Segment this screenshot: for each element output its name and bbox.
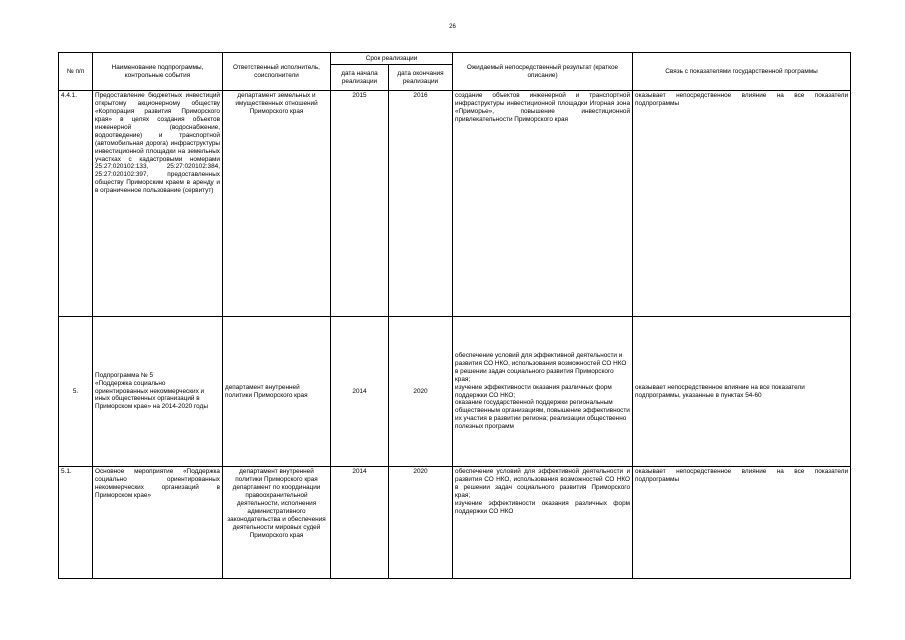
table-row [59,317,851,467]
row-result: создание объектов инженерной и транспортной инфраструктуры инвестиционной площадки Игорная зона «Приморье», повышение инвестиционной привлекательности Приморского края [453,91,633,317]
row-name: Предоставление бюджетных инвестиций открытому акционерному обществу «Корпорация развития Приморского края» в целях создания объектов инженерной (водоснабжение, водоотведение) и транспортной (автомобильная дорога) инфраструктуры инвестиционной площадки на земельных участках с кадастровыми номерами 25:27:020102:133, 25:27:020102:384, 25:27:020102:397, предоставленных обществу Приморским краем в аренду и в ограниченное пользование (сервитут) [93,91,223,317]
table-row [59,467,851,579]
row-name: Основное мероприятие «Поддержка социально ориентированных некоммерческих организаций в Приморском крае» [93,467,223,579]
row-executor: департамент внутренней политики Приморского края [223,317,331,467]
header-end: дата окончания реализации [389,65,453,91]
row-start: 2014 [331,317,389,467]
row-end: 2020 [389,467,453,579]
table-row [59,91,851,317]
header-row [59,53,851,65]
header-period: Срок реализации [331,53,453,65]
header-num: № п/п [59,53,93,91]
header-link: Связь с показателями государственной программы [633,53,851,91]
header-executor: Ответственный исполнитель, соисполнители [223,53,331,91]
row-end: 2020 [389,317,453,467]
row-start: 2014 [331,467,389,579]
row-link: оказывает непосредственное влияние на все показатели подпрограммы [633,91,851,317]
row-result: обеспечение условий для эффективной деятельности и развития СО НКО, использования возможностей СО НКО в решении задач социального развития Приморского края; изучение эффективности оказания различных форм поддержки СО НКО; оказание государственной поддержки региональным общественным организациям, повышение эффективности их участия в развитии региона; реализации общественно полезных программ [453,317,633,467]
row-num: 5.1. [59,467,93,579]
header-result: Ожидаемый непосредственный результат (краткое описание) [453,53,633,91]
row-link: оказывает непосредственное влияние на все показатели подпрограммы, указанные в пунктах 54-60 [633,317,851,467]
row-end: 2016 [389,91,453,317]
row-start: 2015 [331,91,389,317]
row-name: Подпрограмма № 5 «Поддержка социально ориентированных некоммерческих и иных общественных организаций в Приморском крае» на 2014-2020 годы [93,317,223,467]
header-name: Наименование подпрограммы, контрольные события [93,53,223,91]
row-link: оказывает непосредственное влияние на все показатели подпрограммы [633,467,851,579]
page-number: 26 [449,24,456,30]
header-start: дата начала реализации [331,65,389,91]
row-executor: департамент внутренней политики Приморского края департамент по координации правоохранительной деятельности, исполнения административного законодательства и обеспечения деятельности мировых судей Приморского края [223,467,331,579]
row-num: 5. [59,317,93,467]
program-table [58,52,851,579]
row-executor: департамент земельных и имущественных отношений Приморского края [223,91,331,317]
row-result: обеспечение условий для эффективной деятельности и развития СО НКО, использования возможностей СО НКО в решении задач социального развития Приморского края; изучение эффективности оказания различных форм поддержки СО НКО [453,467,633,579]
row-num: 4.4.1. [59,91,93,317]
